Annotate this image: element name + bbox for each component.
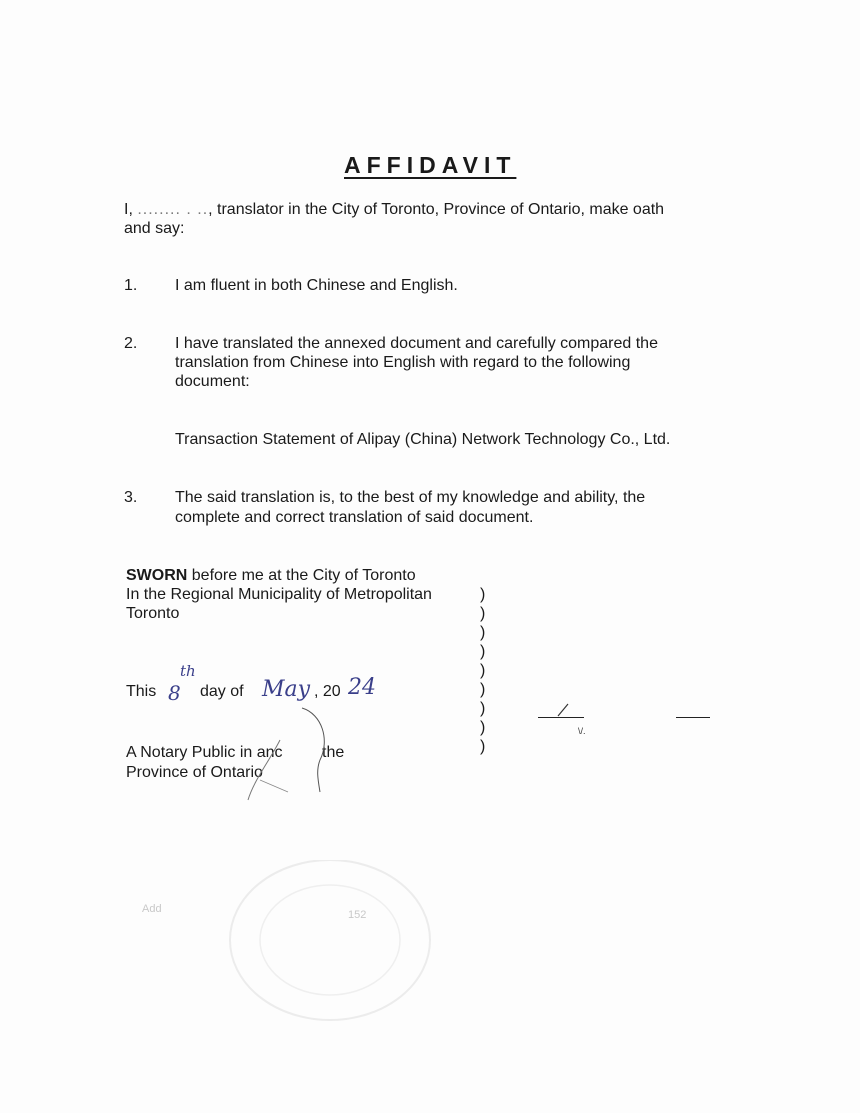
handwritten-month: May: [262, 677, 311, 702]
document-title: AFFIDAVIT: [344, 152, 517, 178]
item-text: I have translated the annexed document and carefully compared the: [175, 335, 658, 352]
deponent-signature-mark: [554, 702, 578, 718]
notary-signature: [240, 700, 340, 810]
document-name: Transaction Statement of Alipay (China) Network Technology Co., Ltd.: [175, 431, 671, 448]
intro-line-1: [124, 200, 664, 219]
item-number: 3.: [124, 489, 138, 506]
day-of-label: day of: [200, 683, 244, 700]
seal-text: Add: [142, 903, 162, 915]
item-text: The said translation is, to the best of my knowledge and ability, the: [175, 489, 646, 506]
intro-prefix: I,: [124, 201, 133, 218]
item-text: document:: [175, 373, 250, 390]
item-text: complete and correct translation of said document.: [175, 509, 534, 526]
sworn-line-1: [126, 566, 416, 585]
notary-line-1b: the: [322, 744, 345, 761]
intro-text: , translator in the City of Toronto, Province of Ontario, make oath: [208, 201, 665, 218]
sworn-line-2: In the Regional Municipality of Metropolitan: [126, 586, 432, 603]
year-prefix: , 20: [314, 683, 341, 700]
seal-text: 152: [348, 909, 367, 921]
notary-line-1a: A Notary Public in anc: [126, 744, 283, 761]
second-signature-line: [676, 717, 710, 718]
embossed-seal: [120, 860, 440, 1040]
notary-line-2: Province of Ontario: [126, 764, 263, 781]
handwritten-day: 8: [168, 681, 181, 705]
sworn-bold: SWORN: [126, 567, 188, 584]
sworn-line-3: Toronto: [126, 605, 180, 622]
signature-initial: \/.: [578, 726, 586, 736]
handwritten-year: 24: [348, 675, 376, 700]
redacted-name: ........ . ..: [137, 201, 209, 218]
handwritten-day-suffix: th: [180, 662, 196, 680]
this-label: This: [126, 683, 157, 700]
sworn-text: before me at the City of Toronto: [187, 567, 416, 584]
item-text: I am fluent in both Chinese and English.: [175, 277, 458, 294]
item-number: 2.: [124, 335, 138, 352]
intro-line-2: and say:: [124, 220, 185, 237]
item-number: 1.: [124, 277, 138, 294]
paren-column: ) ) ) ) ) ) ) ) ): [480, 586, 486, 755]
item-text: translation from Chinese into English with regard to the following: [175, 354, 631, 371]
